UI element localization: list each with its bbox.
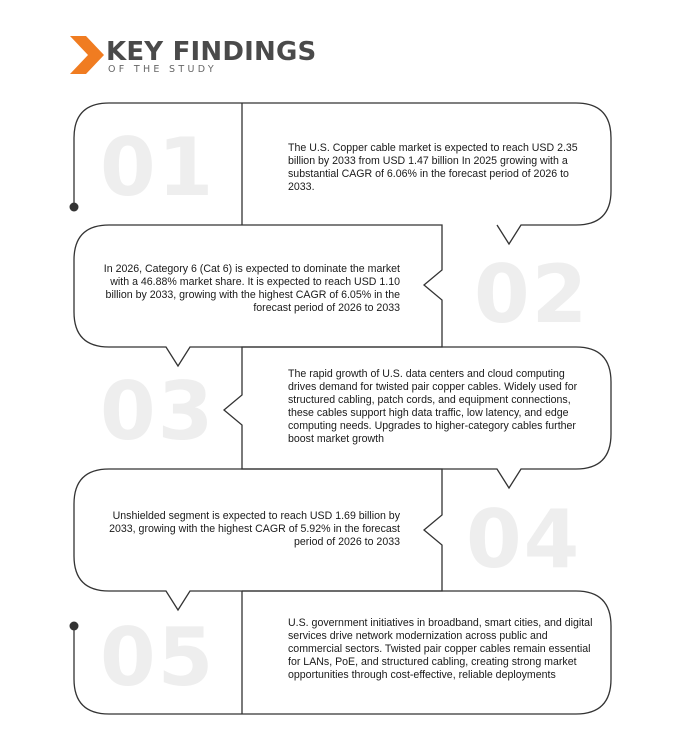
page-subtitle: OF THE STUDY — [108, 64, 217, 75]
finding-number-04: 04 — [466, 493, 582, 586]
finding-text-04: Unshielded segment is expected to reach USD 1.69 billion by 2033, growing with the highest CAGR of 5.92% in the forecast period of 2026 to 2033 — [109, 510, 400, 548]
flow-start-dot — [70, 203, 79, 212]
flow-end-dot — [70, 622, 79, 631]
finding-text-02: In 2026, Category 6 (Cat 6) is expected to dominate the market with a 46.88% market share. It is expected to reach USD 1.10 billion by 2033, growing with the highest CAGR of 6.05% in the forecast period of 2026 to 2033 — [103, 263, 400, 314]
finding-number-03: 03 — [100, 365, 216, 458]
finding-number-01: 01 — [100, 121, 216, 214]
finding-text-01: The U.S. Copper cable market is expected to reach USD 2.35 billion by 2033 from USD 1.47 billion In 2025 growing with a substantial CAGR of 6.06% in the forecast period of 2026 to 2033. — [288, 142, 578, 193]
page-title: KEY FINDINGS — [106, 37, 317, 67]
finding-text-05: U.S. government initiatives in broadband, smart cities, and digital services drive network modernization across public and commercial sectors. Twisted pair copper cables remain essential for LANs, PoE, and structured cabling, creating strong market opportunities through cost-effective, reliable deployments — [288, 617, 593, 681]
finding-number-02: 02 — [474, 248, 590, 341]
finding-number-05: 05 — [100, 611, 216, 704]
finding-text-03: The rapid growth of U.S. data centers and cloud computing drives demand for twisted pair copper cables. Widely used for structured cabling, patch cords, and equipment connections, these cables support high data traffic, low latency, and edge computing needs. Upgrades to higher-category cables further boost market growth — [288, 368, 578, 445]
